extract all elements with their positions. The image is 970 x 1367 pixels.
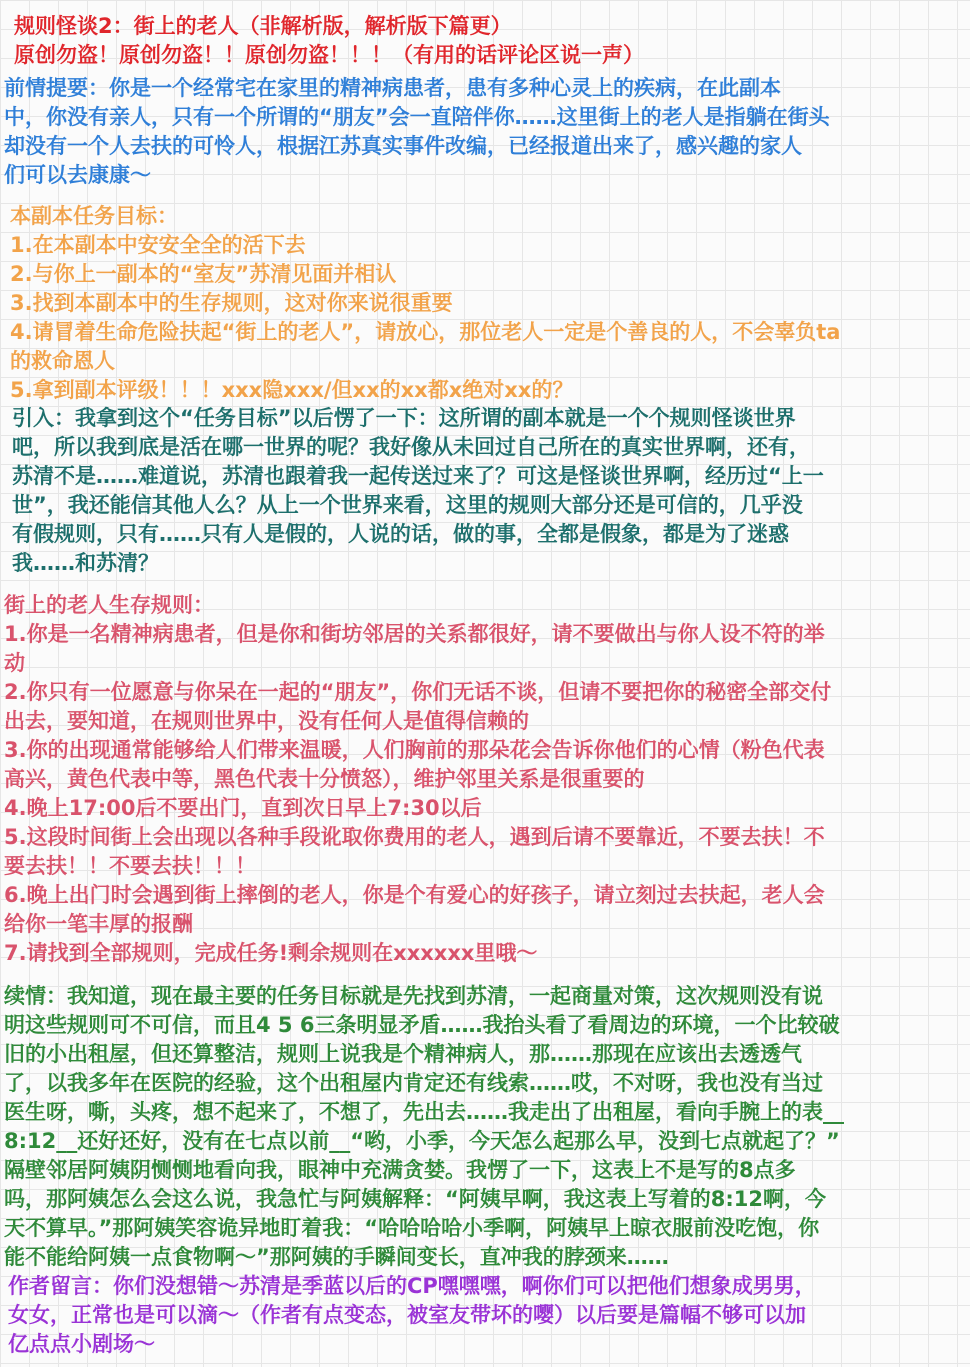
note-title (14, 12, 958, 70)
text-line: 8:12__还好还好，没有在七点以前__“哟，小季，今天怎么起那么早，没到七点就起了？” (4, 1129, 840, 1153)
rule-item: 1.你是一名精神病患者，但是你和街坊邻居的关系都很好，请不要做出与你人设不符的举 (4, 622, 825, 646)
text-line: 了，以我多年在医院的经验，这个出租屋内肯定还有线索……哎，不对呀，我也没有当过 (4, 1071, 823, 1095)
text-line: 中，你没有亲人，只有一个所谓的“朋友”会一直陪伴你……这里街上的老人是指躺在街头 (4, 105, 830, 129)
author-note-paragraph (8, 1272, 958, 1359)
goal-item: 3.找到本副本中的生存规则，这对你来说很重要 (10, 291, 453, 315)
lead-paragraph (12, 404, 958, 578)
rule-item: 要去扶！！不要去扶！！！ (4, 854, 256, 878)
rules-heading: 街上的老人生存规则： (4, 593, 214, 617)
goal-item: 的救命恩人 (10, 349, 115, 373)
text-line: 天不算早。”那阿姨笑容诡异地盯着我：“哈哈哈哈小季啊，阿姨早上晾衣服前没吃饱，你 (4, 1216, 820, 1240)
rule-item: 6.晚上出门时会遇到街上摔倒的老人，你是个有爱心的好孩子，请立刻过去扶起，老人会 (4, 883, 825, 907)
text-line: 前情提要：你是一个经常宅在家里的精神病患者，患有多种心灵上的疾病，在此副本 (4, 76, 781, 100)
rules-paragraph (4, 591, 958, 968)
text-line: 有假规则，只有……只有人是假的，人说的话，做的事，全都是假象，都是为了迷惑 (12, 522, 789, 546)
text-line: 作者留言：你们没想错～苏清是季蓝以后的CP嘿嘿嘿，啊你们可以把他们想象成男男， (8, 1274, 816, 1298)
goals-paragraph (10, 202, 958, 405)
goals-heading: 本副本任务目标： (10, 204, 178, 228)
title-copyright-line: 原创勿盗！原创勿盗！！原创勿盗！！！（有用的话评论区说一声） (14, 43, 644, 67)
text-line: 吗，那阿姨怎么会这么说，我急忙与阿姨解释：“阿姨早啊，我这表上写着的8:12啊，今 (4, 1187, 827, 1211)
rule-item: 高兴，黄色代表中等，黑色代表十分愤怒），维护邻里关系是很重要的 (4, 767, 645, 791)
rule-item: 出去，要知道，在规则世界中，没有任何人是值得信赖的 (4, 709, 529, 733)
rule-item: 4.晚上17:00后不要出门，直到次日早上7:30以后 (4, 796, 482, 820)
text-line: 世”，我还能信其他人么？从上一个世界来看，这里的规则大部分还是可信的，几乎没 (12, 493, 803, 517)
rule-item: 动 (4, 651, 25, 675)
text-line: 却没有一个人去扶的可怜人，根据江苏真实事件改编，已经报道出来了，感兴趣的家人 (4, 134, 802, 158)
text-line: 们可以去康康～ (4, 163, 151, 187)
rule-item: 给你一笔丰厚的报酬 (4, 912, 193, 936)
text-line: 明这些规则可不可信，而且4 5 6三条明显矛盾……我抬头看了看周边的环境，一个比较破 (4, 1013, 840, 1037)
goal-item: 5.拿到副本评级！！！xxx隐xxx/但xx的xx都x绝对xx的？ (10, 378, 574, 402)
text-line: 引入：我拿到这个“任务目标”以后愣了一下：这所谓的副本就是一个个规则怪谈世界 (12, 406, 796, 430)
goal-item: 2.与你上一副本的“室友”苏清见面并相认 (10, 262, 397, 286)
text-line: 我……和苏清？ (12, 551, 159, 575)
rule-item: 7.请找到全部规则，完成任务!剩余规则在xxxxxx里哦～ (4, 941, 538, 965)
continuation-paragraph (4, 982, 958, 1272)
title-line: 规则怪谈2：街上的老人（非解析版，解析版下篇更） (14, 14, 512, 38)
text-line: 续情：我知道，现在最主要的任务目标就是先找到苏清，一起商量对策，这次规则没有说 (4, 984, 823, 1008)
goal-item: 1.在本副本中安安全全的活下去 (10, 233, 306, 257)
rule-item: 2.你只有一位愿意与你呆在一起的“朋友”，你们无话不谈，但请不要把你的秘密全部交付 (4, 680, 832, 704)
text-line: 亿点点小剧场～ (8, 1332, 155, 1356)
rule-item: 5.这段时间街上会出现以各种手段讹取你费用的老人，遇到后请不要靠近，不要去扶！不 (4, 825, 825, 849)
goal-item: 4.请冒着生命危险扶起“街上的老人”，请放心，那位老人一定是个善良的人，不会辜负ta (10, 320, 841, 344)
text-line: 女女，正常也是可以滴～（作者有点变态，被室友带坏的嘤）以后要是篇幅不够可以加 (8, 1303, 806, 1327)
text-line: 吧，所以我到底是活在哪一世界的呢？我好像从未回过自己所在的真实世界啊，还有， (12, 435, 810, 459)
text-line: 苏清不是……难道说，苏清也跟着我一起传送过来了？可这是怪谈世界啊，经历过“上一 (12, 464, 824, 488)
text-line: 隔壁邻居阿姨阴恻恻地看向我，眼神中充满贪婪。我愣了一下，这表上不是写的8点多 (4, 1158, 796, 1182)
rule-item: 3.你的出现通常能够给人们带来温暖，人们胸前的那朵花会告诉你他们的心情（粉色代表 (4, 738, 825, 762)
intro-paragraph (4, 74, 958, 190)
text-line: 医生呀，嘶，头疼，想不起来了，不想了，先出去……我走出了出租屋，看向手腕上的表__ (4, 1100, 844, 1124)
text-line: 旧的小出租屋，但还算整洁，规则上说我是个精神病人，那……那现在应该出去透透气 (4, 1042, 802, 1066)
text-line: 能不能给阿姨一点食物啊～”那阿姨的手瞬间变长，直冲我的脖颈来…… (4, 1245, 669, 1269)
